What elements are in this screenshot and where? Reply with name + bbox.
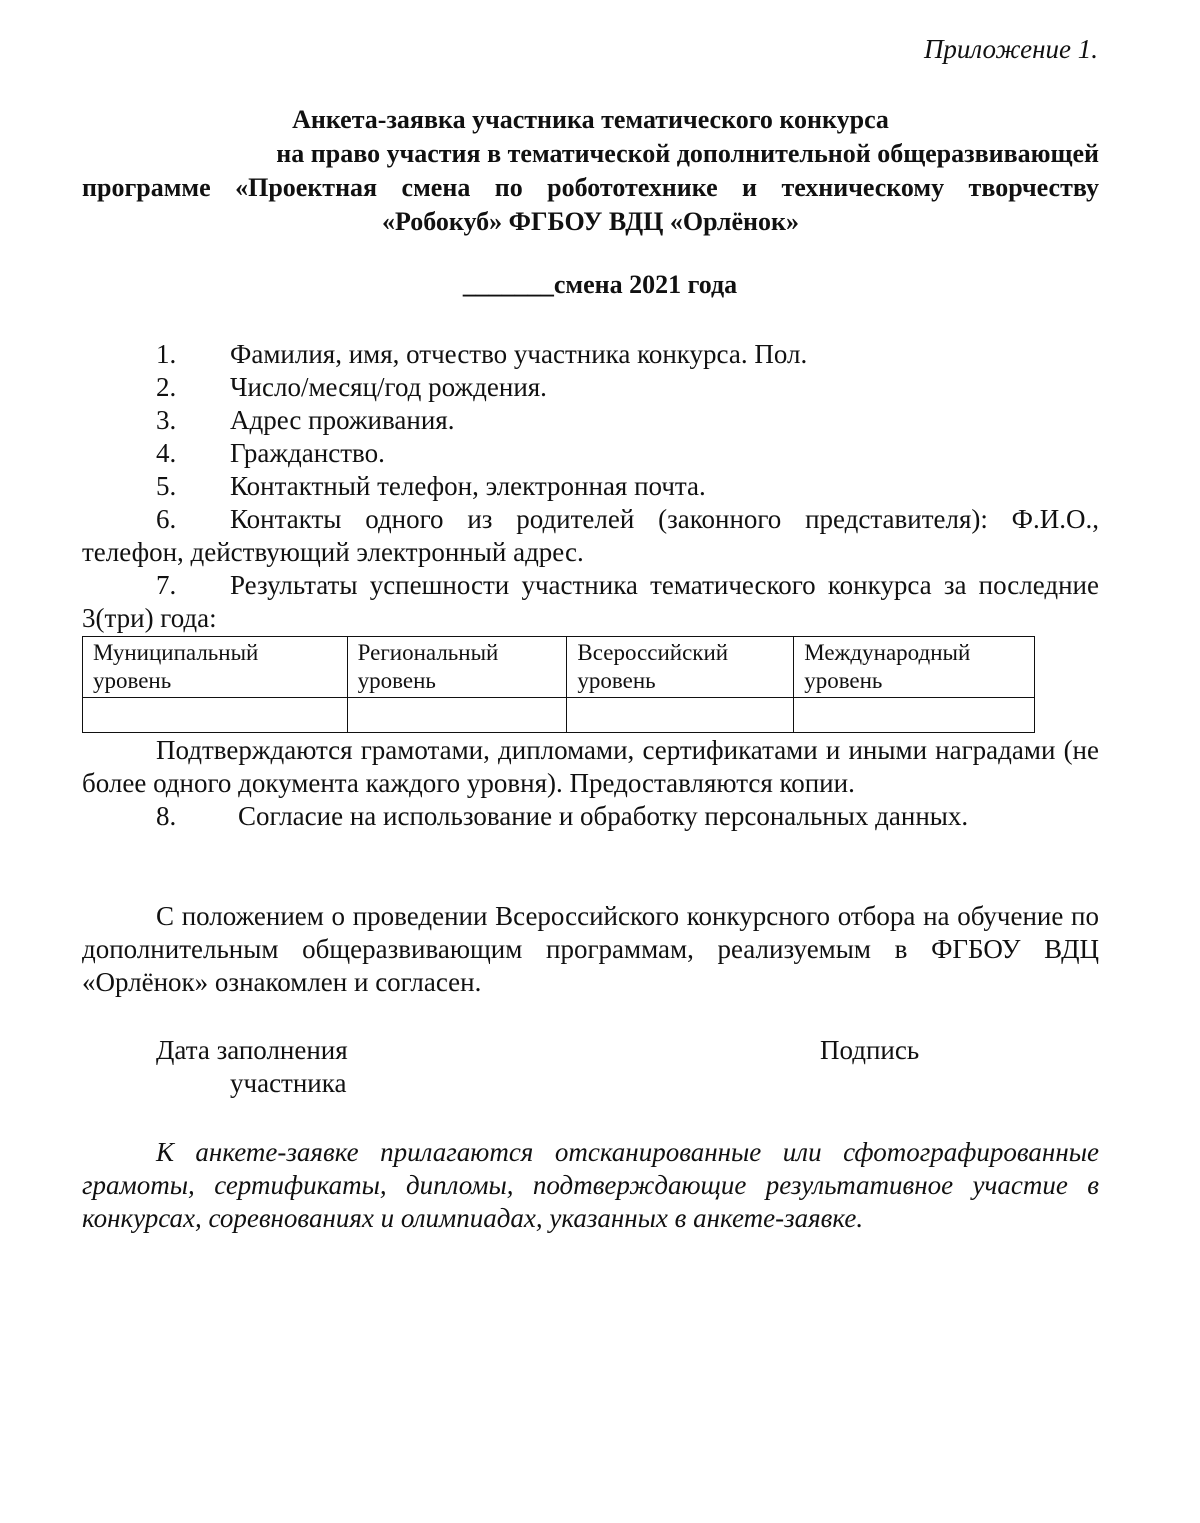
list-item xyxy=(82,404,1099,437)
confirmation-section xyxy=(82,734,1099,833)
table-header-cell: Всероссийский уровень xyxy=(567,637,794,698)
item-number: 8. xyxy=(156,801,177,831)
table-row xyxy=(83,698,1035,733)
table-cell xyxy=(794,698,1035,733)
table-cell xyxy=(83,698,348,733)
title-line-3: программе «Проектная смена по робототехнике и техническому творчеству xyxy=(82,173,1099,202)
item-number: 3. xyxy=(156,405,177,435)
item-number: 6. xyxy=(156,504,177,534)
item-number: 4. xyxy=(156,438,177,468)
date-label: Дата заполнения xyxy=(156,1035,348,1065)
table-header-cell: Региональный уровень xyxy=(347,637,567,698)
item-number: 5. xyxy=(156,471,177,501)
item-number: 7. xyxy=(156,570,177,600)
list-item xyxy=(82,371,1099,404)
achievements-table xyxy=(82,636,1035,733)
title-line-4: «Робокуб» ФГБОУ ВДЦ «Орлёнок» xyxy=(382,207,799,236)
agreement-paragraph: С положением о проведении Всероссийского конкурсного отбора на обучение по дополнительным общеразвивающим программам, реализуемым в ФГБОУ ВДЦ «Орлёнок» ознакомлен и согласен. xyxy=(82,901,1099,997)
title-line-2: на право участия в тематической дополнительной общеразвивающей xyxy=(276,139,1099,168)
table-header-cell: Международный уровень xyxy=(794,637,1035,698)
list-item xyxy=(82,437,1099,470)
item-text: Адрес проживания. xyxy=(230,405,455,435)
item-number: 2. xyxy=(156,372,177,402)
table-header-row xyxy=(83,637,1035,698)
participant-label: участника xyxy=(230,1068,347,1098)
list-item xyxy=(82,338,1099,371)
questionnaire-list xyxy=(82,338,1099,635)
item-text: Контакты одного из родителей (законного представителя): Ф.И.О., телефон, действующий электронный адрес. xyxy=(82,504,1099,567)
list-item xyxy=(82,569,1099,635)
item-number: 1. xyxy=(156,339,177,369)
item-text: Число/месяц/год рождения. xyxy=(230,372,547,402)
item-text: Результаты успешности участника тематического конкурса за последние 3(три) года: xyxy=(82,570,1099,633)
item-text: Контактный телефон, электронная почта. xyxy=(230,471,706,501)
confirmation-paragraph: Подтверждаются грамотами, дипломами, сертификатами и иными наградами (не более одного документа каждого уровня). Предоставляются копии. xyxy=(82,735,1099,798)
item-text: Фамилия, имя, отчество участника конкурса. Пол. xyxy=(230,339,808,369)
signature-label: Подпись xyxy=(820,1035,920,1065)
list-item xyxy=(82,503,1099,569)
shift-line: _______смена 2021 года xyxy=(462,270,738,299)
attachment-note: К анкете-заявке прилагаются отсканированные или сфотографированные грамоты, сертификаты, дипломы, подтверждающие результативное участие в конкурсах, соревнованиях и олимпиадах, указанных в анкете-заявке. xyxy=(82,1137,1099,1233)
list-item xyxy=(82,800,1099,833)
document-title xyxy=(82,103,1099,239)
appendix-label: Приложение 1. xyxy=(923,34,1098,64)
list-item xyxy=(82,470,1099,503)
table-cell xyxy=(347,698,567,733)
table-cell xyxy=(567,698,794,733)
title-line-1: Анкета-заявка участника тематического конкурса xyxy=(292,105,889,134)
table-header-cell: Муниципальный уровень xyxy=(83,637,348,698)
item-text: Гражданство. xyxy=(230,438,385,468)
item-text: Согласие на использование и обработку персональных данных. xyxy=(238,801,969,831)
